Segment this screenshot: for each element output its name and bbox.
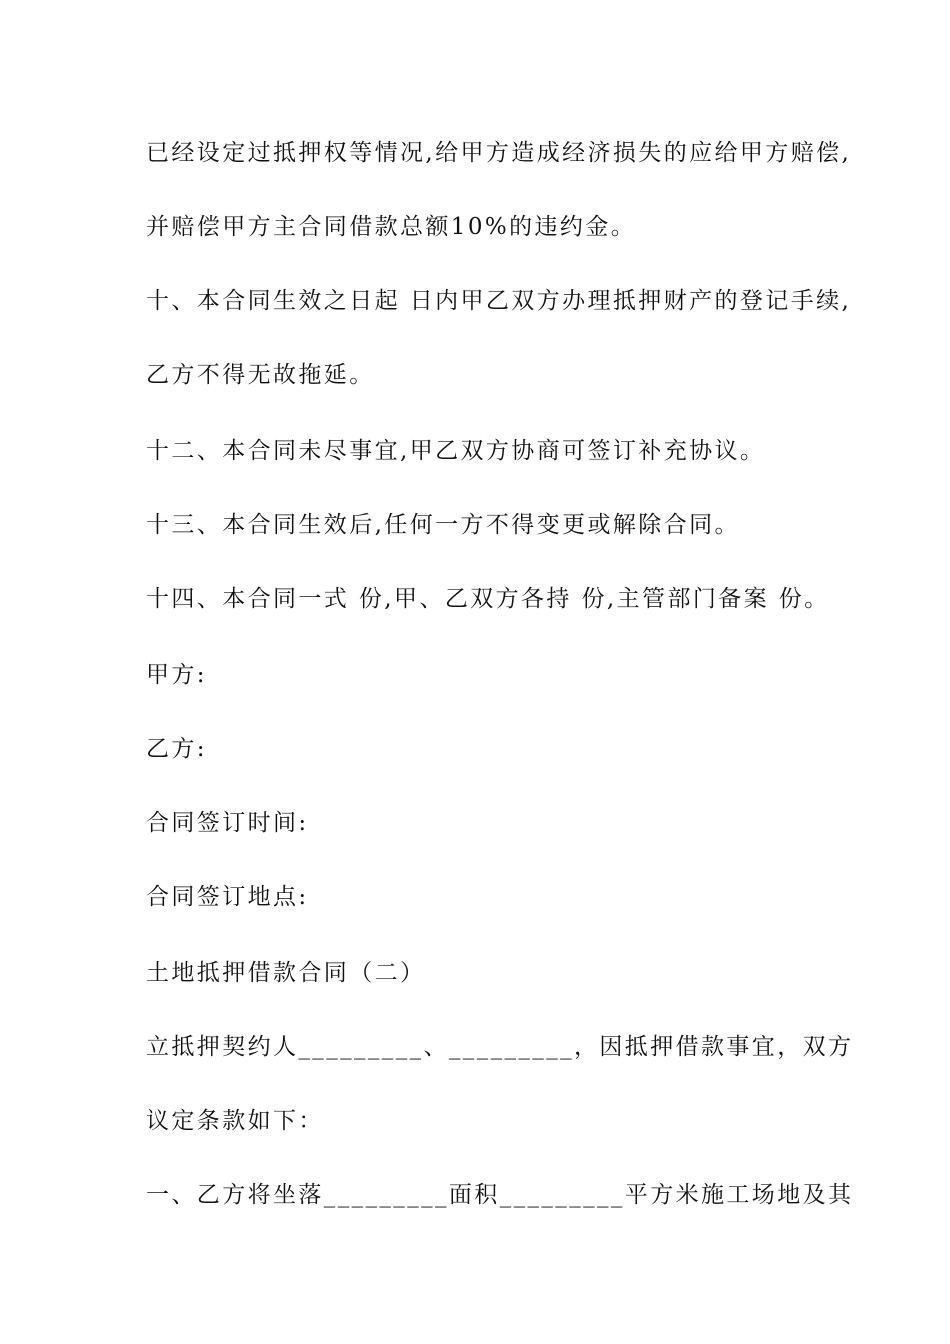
paragraph-line: 乙方不得无故拖延。	[146, 362, 375, 388]
signing-date-label: 合同签订时间:	[146, 810, 309, 836]
party-b-signature-label: 乙方:	[146, 736, 207, 762]
clause-ten: 十、本合同生效之日起 日内甲乙双方办理抵押财产的登记手续,	[146, 288, 852, 314]
clause-fourteen: 十四、本合同一式 份,甲、乙双方各持 份,主管部门备案 份。	[146, 586, 830, 612]
signing-place-label: 合同签订地点:	[146, 884, 309, 910]
clause-one: 一、乙方将坐落_________面积_________平方米施工场地及其	[146, 1182, 854, 1208]
paragraph-line: 立抵押契约人_________、_________，因抵押借款事宜，双方	[146, 1034, 854, 1060]
paragraph-line: 议定条款如下：	[146, 1108, 324, 1134]
paragraph-line: 并赔偿甲方主合同借款总额10%的违约金。	[146, 214, 637, 240]
clause-twelve: 十二、本合同未尽事宜,甲乙双方协商可签订补充协议。	[146, 438, 766, 464]
clause-thirteen: 十三、本合同生效后,任何一方不得变更或解除合同。	[146, 512, 740, 538]
contract-two-title: 土地抵押借款合同（二）	[146, 960, 426, 986]
paragraph-line: 已经设定过抵押权等情况,给甲方造成经济损失的应给甲方赔偿,	[146, 140, 852, 166]
party-a-signature-label: 甲方:	[146, 662, 207, 688]
